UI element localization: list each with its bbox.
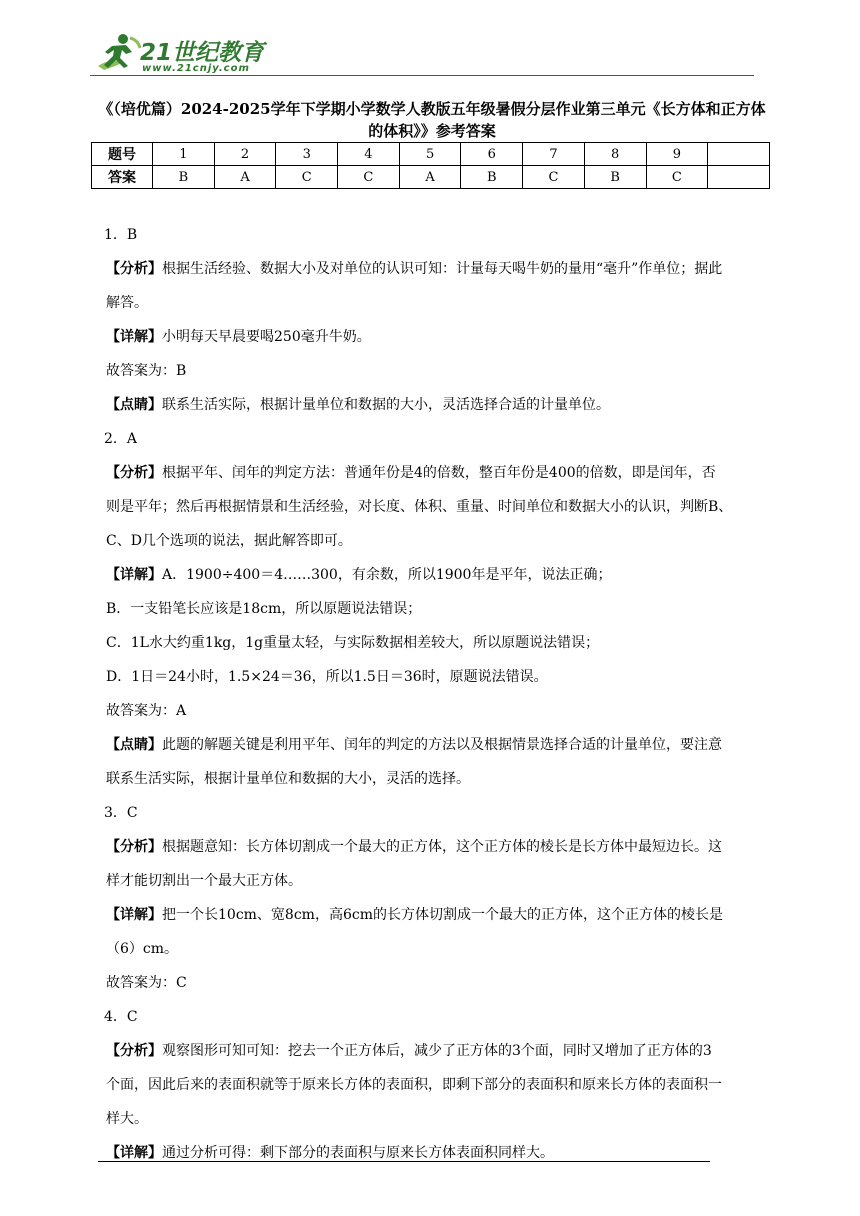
table-cell: A [399,166,461,189]
line-text: A．1900÷400＝4……300，有余数，所以1900年是平年，说法正确； [162,567,612,583]
table-cell [708,166,770,189]
question-heading: 4．C [104,1009,138,1025]
paragraph-line [106,1136,766,1170]
table-cell: 5 [399,143,461,166]
line-label: 【点睛】 [106,737,162,753]
paragraph-line [106,898,766,932]
table-cell: 1 [153,143,215,166]
paragraph-line [106,728,766,762]
paragraph-line [106,1034,766,1068]
paragraph-line [106,456,766,490]
line-text: D．1日＝24小时，1.5×24＝36，所以1.5日＝36时，原题说法错误。 [106,669,548,685]
paragraph-line [106,286,766,320]
table-cell: B [584,166,646,189]
runner-logo-icon [96,32,142,74]
line-label: 【详解】 [106,567,162,583]
paragraph-line [106,660,766,694]
paragraph-line [106,1068,766,1102]
table-cell [708,143,770,166]
paragraph-line [106,558,766,592]
paragraph-line [106,1102,766,1136]
table-cell: 9 [646,143,708,166]
line-text: 联系生活实际，根据计量单位和数据的大小，灵活的选择。 [106,771,470,787]
line-text: 小明每天早晨要喝250毫升牛奶。 [162,329,371,345]
row-label-number: 题号 [92,143,153,166]
paragraph-line [106,354,766,388]
line-text: 观察图形可知可知：挖去一个正方体后，减少了正方体的3个面，同时又增加了正方体的3 [162,1043,712,1059]
document-title: 《（培优篇）2024-2025学年下学期小学数学人教版五年级暑假分层作业第三单元《长方体和正方体的体积》》参考答案 [98,100,766,140]
line-text: 根据平年、闰年的判定方法：普通年份是4的倍数，整百年份是400的倍数，即是闰年，否 [162,465,716,481]
line-text: 样才能切割出一个最大正方体。 [106,873,302,889]
line-text: C．1L水大约重1kg，1g重量太轻，与实际数据相差较大，所以原题说法错误； [106,635,600,651]
line-text: 解答。 [106,295,148,311]
table-cell: C [338,166,400,189]
paragraph-line [106,762,766,796]
paragraph-line [106,626,766,660]
page-header [90,30,760,80]
table-cell: 2 [214,143,276,166]
table-cell: B [153,166,215,189]
question-heading: 2．A [104,431,138,447]
line-text: 故答案为：A [106,703,187,719]
question-heading: 1．B [104,227,138,243]
table-cell: C [523,166,585,189]
line-text: C、D几个选项的说法，据此解答即可。 [106,533,352,549]
line-text: （6）cm。 [106,941,179,957]
paragraph-line [106,932,766,966]
line-label: 【分析】 [106,1043,162,1059]
line-label: 【详解】 [106,329,162,345]
paragraph-line [106,490,766,524]
line-label: 【分析】 [106,261,162,277]
line-text: 个面，因此后来的表面积就等于原来长方体的表面积，即剩下部分的表面积和原来长方体的表面积一 [106,1077,722,1093]
paragraph-line [106,966,766,1000]
table-cell: A [214,166,276,189]
paragraph-line [106,320,766,354]
line-text: 此题的解题关键是利用平年、闰年的判定的方法以及根据情景选择合适的计量单位，要注意 [162,737,722,753]
table-cell: C [646,166,708,189]
header-divider [90,75,754,76]
footer-divider [98,1161,710,1162]
answer-table-answer-row [92,166,770,189]
paragraph-line [106,388,766,422]
answer-table [91,142,770,189]
answer-table-number-row [92,143,770,166]
line-text: 则是平年；然后再根据情景和生活经验，对长度、体积、重量、时间单位和数据大小的认识，判断B、 [106,499,733,515]
paragraph-line [106,864,766,898]
line-text: 根据生活经验、数据大小及对单位的认识可知：计量每天喝牛奶的量用“毫升”作单位；据此 [162,261,723,277]
paragraph-line [106,592,766,626]
line-label: 【分析】 [106,465,162,481]
line-text: 把一个长10cm、宽8cm，高6cm的长方体切割成一个最大的正方体，这个正方体的棱长是 [162,907,723,923]
line-text: 故答案为：C [106,975,187,991]
answer-explanations [106,218,766,1170]
table-cell: C [276,166,338,189]
line-label: 【点睛】 [106,397,162,413]
line-text: B．一支铅笔长应该是18cm，所以原题说法错误； [106,601,422,617]
line-text: 样大。 [106,1111,148,1127]
table-cell: 3 [276,143,338,166]
logo-url: www.21cnjy.com [142,63,250,74]
table-cell: 4 [338,143,400,166]
table-cell: 8 [584,143,646,166]
question-heading: 3．C [104,805,138,821]
table-cell: B [461,166,523,189]
line-text: 联系生活实际，根据计量单位和数据的大小，灵活选择合适的计量单位。 [162,397,610,413]
line-label: 【详解】 [106,907,162,923]
paragraph-line [106,524,766,558]
table-cell: 6 [461,143,523,166]
table-cell: 7 [523,143,585,166]
line-text: 通过分析可得：剩下部分的表面积与原来长方体表面积同样大。 [162,1145,554,1161]
line-text: 故答案为：B [106,363,187,379]
paragraph-line [106,830,766,864]
line-label: 【详解】 [106,1145,162,1161]
line-label: 【分析】 [106,839,162,855]
logo-name: 21世纪教育 [140,40,265,66]
paragraph-line [106,694,766,728]
paragraph-line [106,252,766,286]
line-text: 根据题意知：长方体切割成一个最大的正方体，这个正方体的棱长是长方体中最短边长。这 [162,839,722,855]
row-label-answer: 答案 [92,166,153,189]
